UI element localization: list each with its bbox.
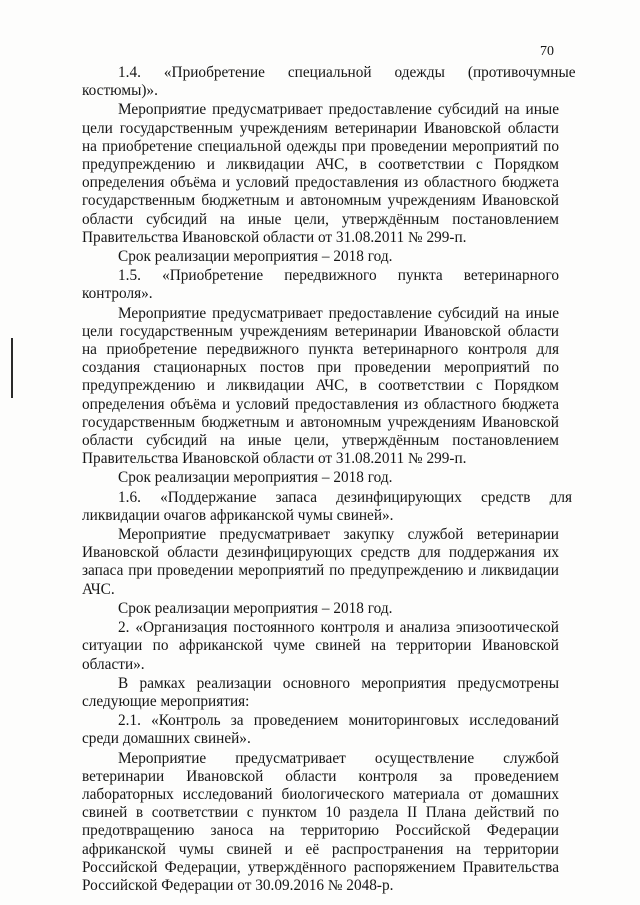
item-1-5-title: 1.5. «Приобретение передвижного пункта ветеринарного контроля». <box>82 267 559 303</box>
page-number: 70 <box>540 44 554 59</box>
item-2-intro: В рамках реализации основного мероприятия предусмотрены следующие мероприятия: <box>82 674 559 710</box>
item-2-1-description: Мероприятие предусматривает осуществление службой ветеринарии Ивановской области контроля за проведением лабораторных исследований биологического материала от домашних свиней в соответствии с пунктом 10 раздела II Плана действий по предотвращению заноса на территорию Российской Федерации африканской чумы свиней и её распространения на территории Российской Федерации, утверждённого распоряжением Правительства Российской Федерации от 30.09.2016 № 2048-р. <box>82 749 559 894</box>
item-1-4-deadline: Срок реализации мероприятия – 2018 год. <box>118 248 393 266</box>
item-1-6-deadline: Срок реализации мероприятия – 2018 год. <box>118 599 393 617</box>
item-1-4-title: 1.4. «Приобретение специальной одежды (противочумные костюмы)». <box>82 64 576 100</box>
document-body <box>82 64 576 895</box>
item-2-1-title: 2.1. «Контроль за проведением мониторинговых исследований среди домашних свиней». <box>82 712 559 748</box>
item-1-5-deadline: Срок реализации мероприятия – 2018 год. <box>118 469 393 487</box>
item-1-5-description: Мероприятие предусматривает предоставление субсидий на иные цели государственным учреждениям ветеринарии Ивановской области на приобретение передвижного пункта ветеринарного контроля для создания стационарных постов при проведении мероприятий по предупреждению и ликвидации АЧС, в соответствии с Порядком определения объёма и условий предоставления из областного бюджета государственным бюджетным и автономным учреждениям Ивановской области субсидий на иные цели, утверждённым постановлением Правительства Ивановской области от 31.08.2011 № 299-п. <box>82 304 559 468</box>
item-1-6-title: 1.6. «Поддержание запаса дезинфицирующих средств для ликвидации очагов африканской чумы свиней». <box>82 488 573 524</box>
item-2-title: 2. «Организация постоянного контроля и анализа эпизоотической ситуации по африканской чуме свиней на территории Ивановской области». <box>82 619 559 673</box>
item-1-4-description: Мероприятие предусматривает предоставление субсидий на иные цели государственным учреждениям ветеринарии Ивановской области на приобретение специальной одежды при проведении мероприятий по предупреждению и ликвидации АЧС, в соответствии с Порядком определения объёма и условий предоставления из областного бюджета государственным бюджетным и автономным учреждениям Ивановской области субсидий на иные цели, утверждённым постановлением Правительства Ивановской области от 31.08.2011 № 299-п. <box>82 101 559 246</box>
item-1-6-description: Мероприятие предусматривает закупку службой ветеринарии Ивановской области дезинфицирующих средств для поддержания их запаса при проведении мероприятий по предупреждению и ликвидации АЧС. <box>82 526 559 598</box>
margin-mark <box>11 338 13 398</box>
